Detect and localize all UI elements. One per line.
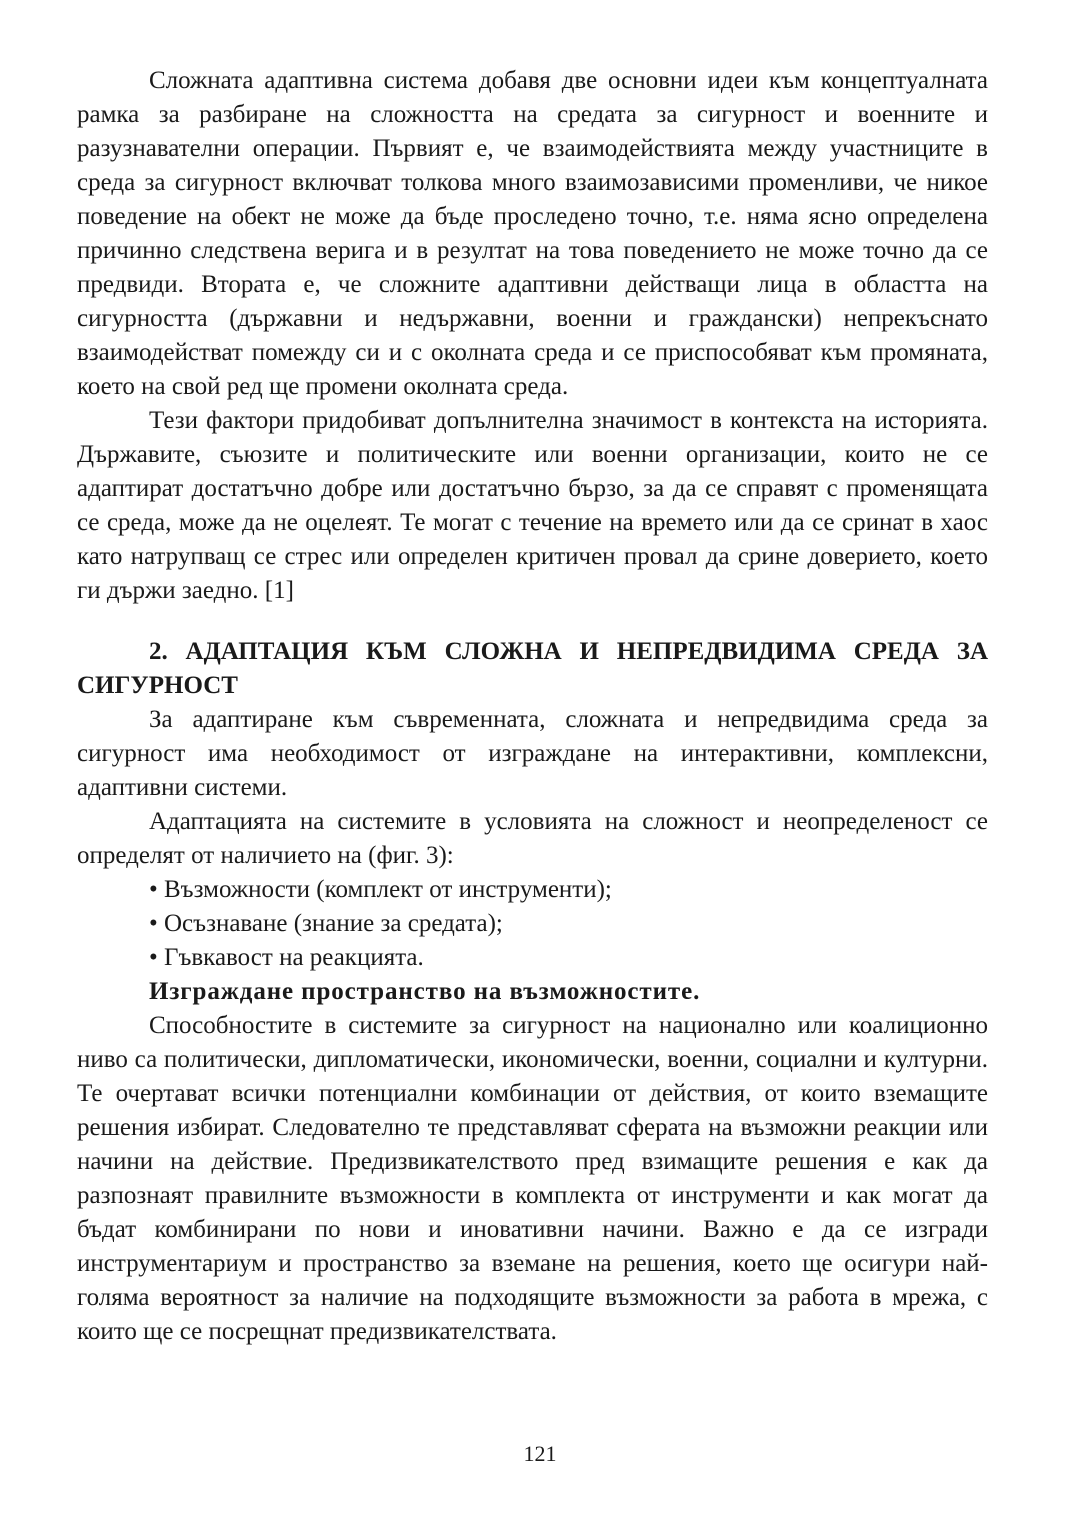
paragraph-adaptation-need: За адаптиране към съвременната, сложната и непредвидима среда за сигурност има необходимост от изграждане на интерактивни, комплексни, адаптивни системи. [77,706,988,801]
paragraph-adaptation-conditions: Адаптацията на системите в условията на сложност и неопределеност се определят от наличието на (фиг. 3): [77,808,988,869]
subheading: Изграждане пространство на възможностите. [149,978,701,1005]
page-number: 121 [523,1441,557,1466]
paragraph-history-factors: Тези фактори придобиват допълнителна значимост в контекста на историята. Държавите, съюзите и политическите или военни организации, които не се адаптират достатъчно добре или достатъчно бързо, за да се справят с променящата се среда, може да не оцелеят. Те могат с течение на времето или да се сринат в хаос като натрупващ се стрес или определен критичен провал да срине доверието, което ги държи заедно. [1] [77,407,988,604]
bullet-item-awareness: • Осъзнаване (знание за средата); [149,910,503,937]
bullet-item-capabilities: • Възможности (комплект от инструменти); [149,876,612,903]
section-heading: 2. АДАПТАЦИЯ КЪМ СЛОЖНА И НЕПРЕДВИДИМА СРЕДА ЗА СИГУРНОСТ [77,638,988,699]
paragraph-complex-adaptive-system: Сложната адаптивна система добавя две основни идеи към концептуалната рамка за разбиране на сложността на средата за сигурност и военните и разузнавателни операции. Първият е, че взаимодействията между участниците в среда за сигурност включват толкова много взаимозависими променливи, че никое поведение на обект не може да бъде проследено точно, т.е. няма ясно определена причинно следствена верига и в резултат на това поведението не може точно да се предвиди. Втората е, че сложните адаптивни действащи лица в областта на сигурността (държавни и недържавни, военни и граждански) непрекъснато взаимодействат помежду си и с околната среда и се приспособяват към промяната, което на свой ред ще промени околната среда. [77,67,988,400]
bullet-item-flexibility: • Гъвкавост на реакцията. [149,944,424,971]
page-body [77,64,988,1349]
paragraph-capabilities-space: Способностите в системите за сигурност на национално или коалиционно ниво са политически, дипломатически, икономически, военни, социални и културни. Те очертават всички потенциални комбинации от действия, от които вземащите решения избират. Следователно те представляват сферата на възможни реакции или начини на действие. Предизвикателството пред взимащите решения е как да разпознаят правилните възможности в комплекта от инструменти и как могат да бъдат комбинирани по нови и иновативни начини. Важно е да се изгради инструментариум и пространство за вземане на решения, което ще осигури най-голяма вероятност за наличие на подходящите възможности за работа в мрежа, с които ще се посрещнат предизвикателствата. [77,1012,988,1345]
